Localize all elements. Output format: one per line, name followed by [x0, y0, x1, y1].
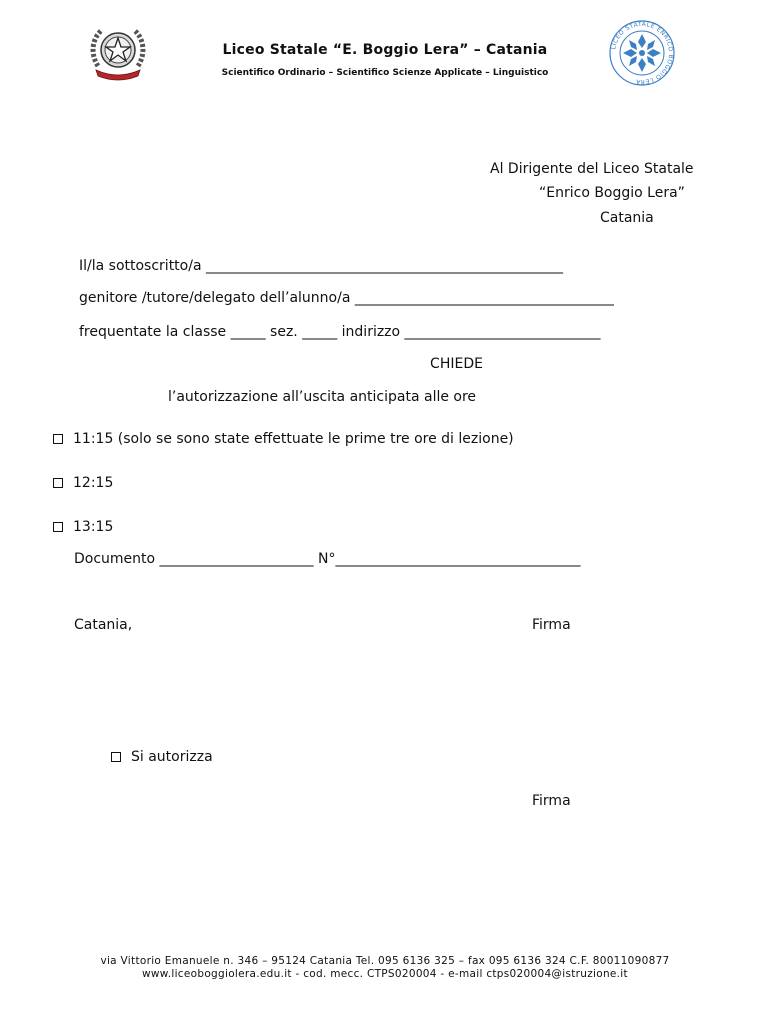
option-1315[interactable]	[53, 519, 113, 535]
school-title: Liceo Statale “E. Boggio Lera” – Catania	[222, 42, 548, 58]
addressee-line-2: “Enrico Boggio Lera”	[539, 185, 685, 201]
footer-address: via Vittorio Emanuele n. 346 – 95124 Catania Tel. 095 6136 325 – fax 095 6136 324 C.F. 80011090877	[100, 955, 670, 967]
student-name-field[interactable]: Il/la sottoscritto/a ___________________________________________________	[79, 258, 563, 274]
footer-contacts: www.liceoboggiolera.edu.it - cod. mecc. CTPS020004 - e-mail ctps020004@istruzione.it	[142, 968, 628, 980]
school-logo-icon	[604, 18, 680, 88]
guardian-field[interactable]: genitore /tutore/delegato dell’alunno/a _____________________________________	[79, 290, 614, 306]
option-label: 13:15	[73, 519, 114, 535]
class-section-field[interactable]: frequentate la classe _____ sez. _____ indirizzo ____________________________	[79, 324, 601, 340]
place-date-label: Catania,	[74, 617, 133, 633]
authorize-option[interactable]	[111, 749, 213, 765]
document-field[interactable]: Documento ______________________ N°___________________________________	[74, 551, 581, 567]
addressee-line-1: Al Dirigente del Liceo Statale	[490, 161, 694, 177]
logo-ring-text: LICEO STATALE ENRICO BOGGIO LERA	[610, 20, 675, 86]
principal-signature-label: Firma	[532, 793, 571, 809]
school-subtitle: Scientifico Ordinario – Scientifico Scienze Applicate – Linguistico	[221, 68, 549, 78]
signature-label: Firma	[532, 617, 571, 633]
option-1215[interactable]	[53, 475, 113, 491]
authorize-label: Si autorizza	[131, 749, 213, 765]
option-label: 12:15	[73, 475, 114, 491]
checkbox-icon[interactable]	[53, 434, 63, 444]
checkbox-icon[interactable]	[53, 522, 63, 532]
addressee-line-3: Catania	[600, 210, 654, 226]
checkbox-icon[interactable]	[53, 478, 63, 488]
footer	[0, 955, 770, 981]
checkbox-icon[interactable]	[111, 752, 121, 762]
option-label: 11:15 (solo se sono state effettuate le prime tre ore di lezione)	[73, 431, 514, 447]
request-heading: CHIEDE	[430, 356, 483, 372]
option-1115[interactable]	[53, 431, 514, 447]
request-intro: l’autorizzazione all’uscita anticipata alle ore	[168, 389, 477, 405]
